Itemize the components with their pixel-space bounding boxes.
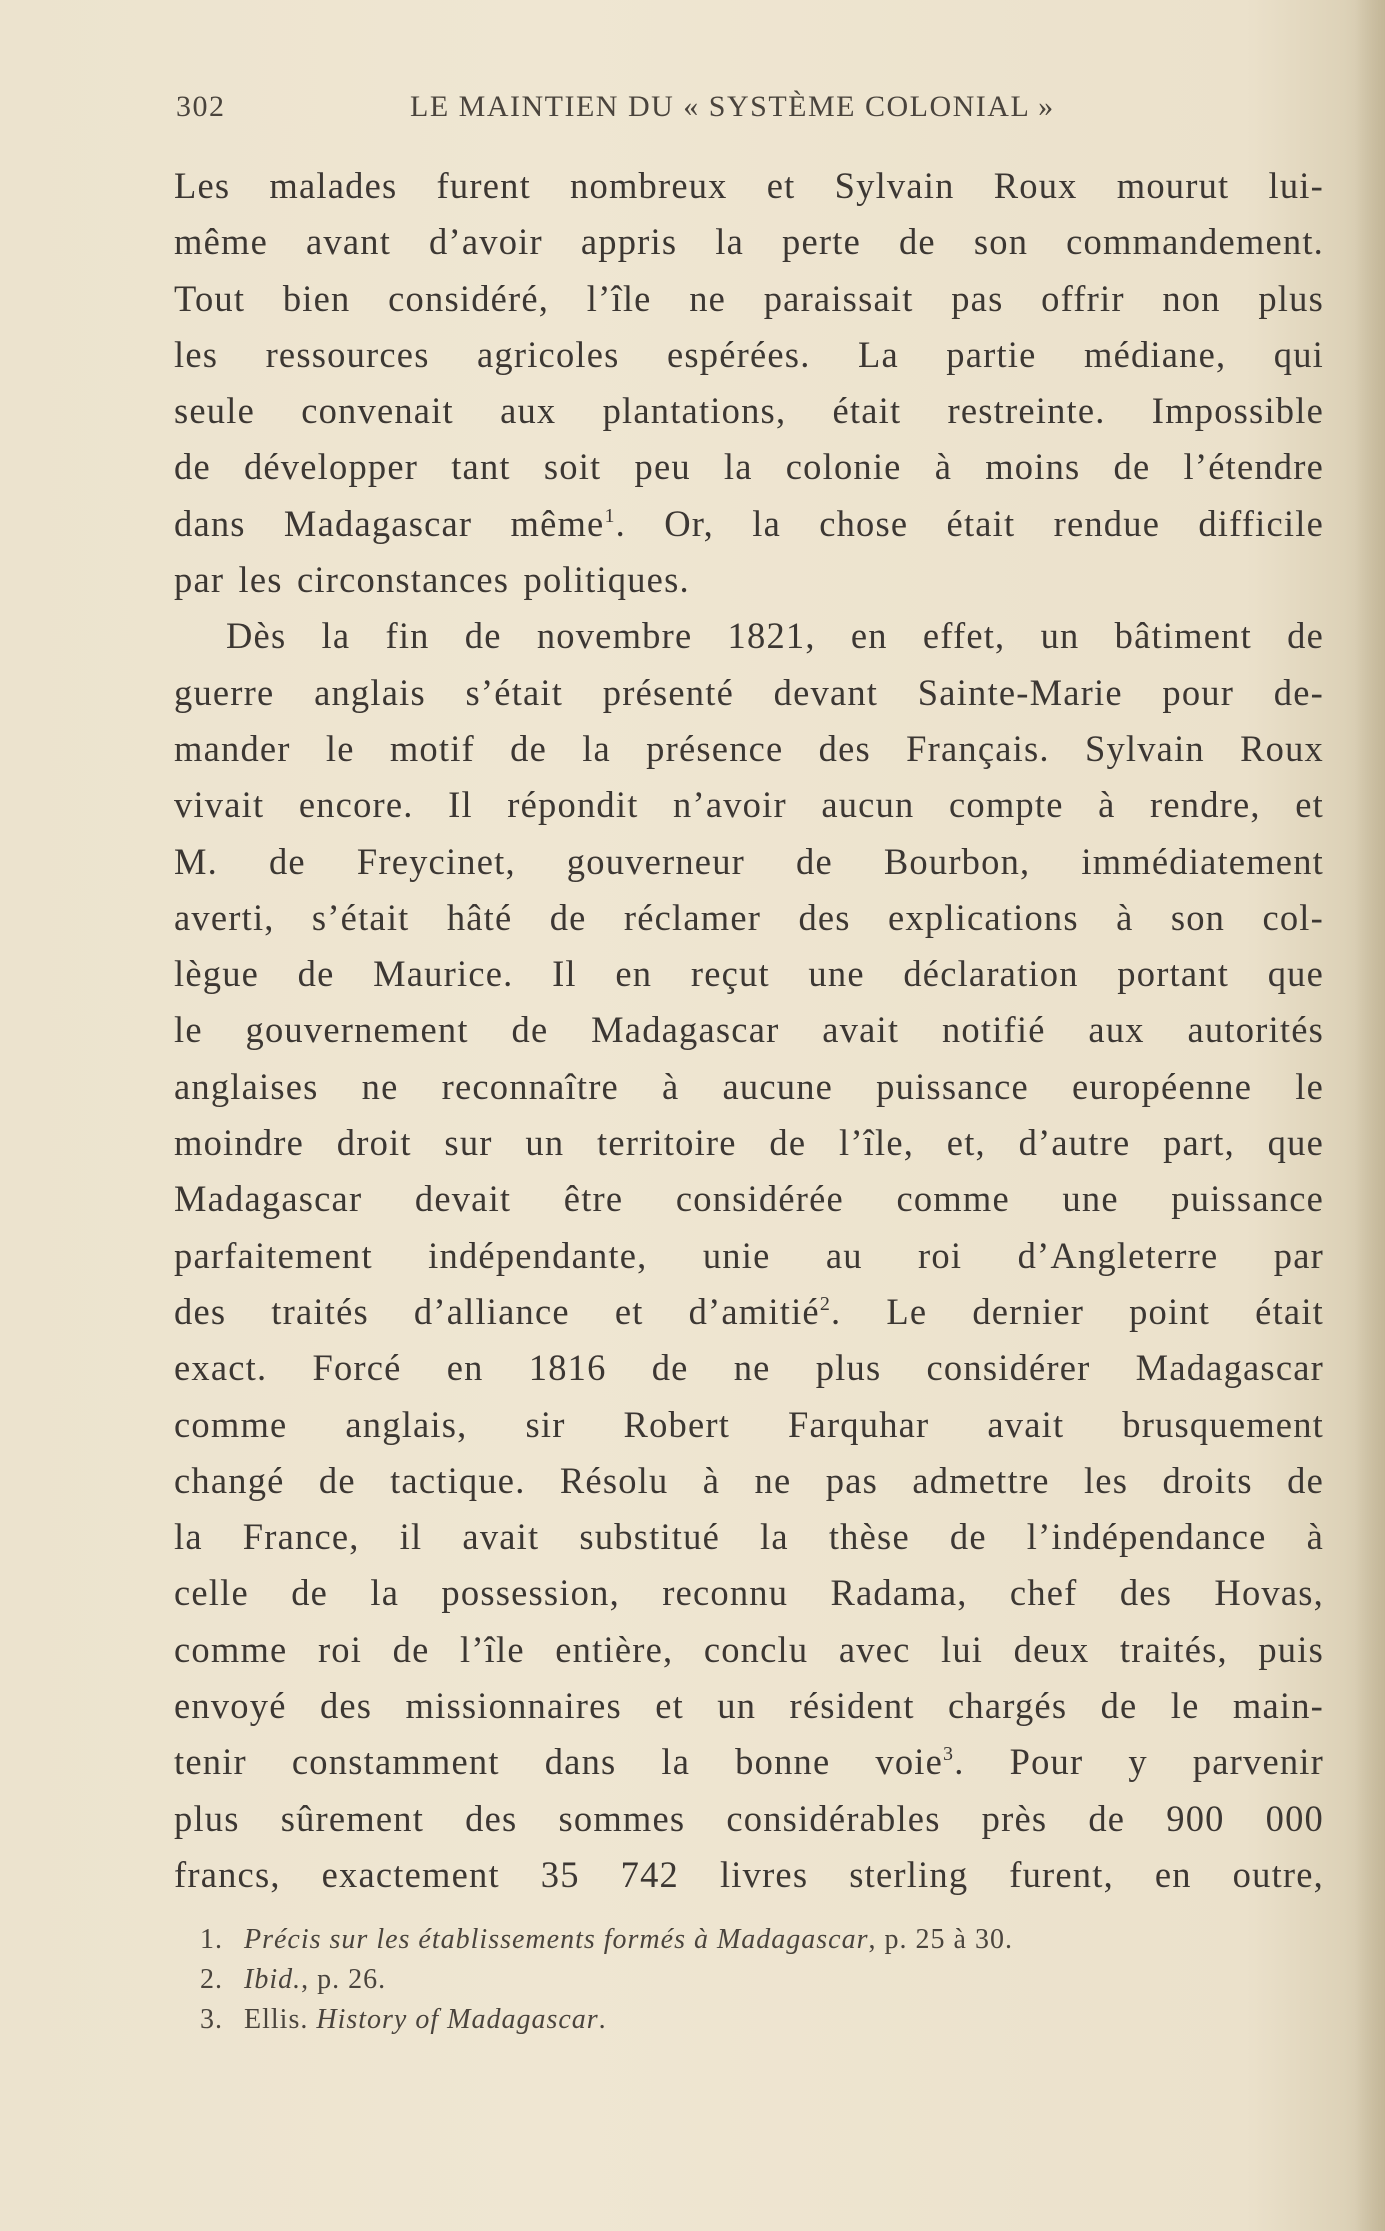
footnote-title: Précis sur les établissements formés à Madagascar xyxy=(244,1924,869,1955)
text-line: anglaises ne reconnaître à aucune puissance européenne le xyxy=(174,1065,1324,1107)
text-line: celle de la possession, reconnu Radama, chef des Hovas, xyxy=(174,1572,1324,1614)
footnote-1 xyxy=(200,1920,1200,1960)
page-edge-shadow xyxy=(1355,0,1385,2231)
text-line: comme anglais, sir Robert Farquhar avait brusquement xyxy=(174,1403,1324,1445)
text-line: plus sûrement des sommes considérables près de 900 000 xyxy=(174,1797,1324,1839)
text-fragment: . Or, la chose était rendue difficile xyxy=(615,502,1324,544)
text-line xyxy=(174,1734,1324,1790)
footnote-number: 3. xyxy=(200,2004,223,2035)
text-fragment: tenir constamment dans la bonne voie xyxy=(174,1741,944,1783)
text-line: Les malades furent nombreux et Sylvain Roux mourut lui- xyxy=(174,165,1324,206)
text-line: moindre droit sur un territoire de l’île, et, d’autre part, que xyxy=(174,1122,1324,1164)
footnote-ref: 2 xyxy=(819,1292,832,1315)
text-line: M. de Freycinet, gouverneur de Bourbon, immédiatement xyxy=(174,840,1324,882)
page-header xyxy=(176,90,1216,130)
text-line: le gouvernement de Madagascar avait notifié aux autorités xyxy=(174,1009,1324,1051)
text-line: lègue de Maurice. Il en reçut une déclaration portant que xyxy=(174,953,1324,995)
text-line: averti, s’était hâté de réclamer des explications à son col- xyxy=(174,896,1324,938)
text-line: la France, il avait substitué la thèse de l’indépendance à xyxy=(174,1516,1324,1558)
footnote-title: Ibid. xyxy=(244,1964,302,1995)
footnote-tail: . xyxy=(598,2004,607,2035)
text-line: de développer tant soit peu la colonie à moins de l’étendre xyxy=(174,446,1324,488)
text-line: changé de tactique. Résolu à ne pas admettre les droits de xyxy=(174,1459,1324,1501)
text-line: comme roi de l’île entière, conclu avec lui deux traités, puis xyxy=(174,1628,1324,1670)
footnote-ref: 1 xyxy=(604,504,616,527)
footnote-2 xyxy=(200,1960,1200,2000)
text-line xyxy=(174,1284,1324,1340)
text-line: vivait encore. Il répondit n’avoir aucun compte à rendre, et xyxy=(174,784,1324,826)
text-line: mander le motif de la présence des Français. Sylvain Roux xyxy=(174,727,1324,769)
text-line: francs, exactement 35 742 livres sterling furent, en outre, xyxy=(174,1853,1324,1895)
text-line: envoyé des missionnaires et un résident chargés de le main- xyxy=(174,1685,1324,1727)
footnotes xyxy=(200,1920,1200,2040)
body-text xyxy=(174,158,1324,1903)
text-fragment: . Pour y parvenir xyxy=(954,1741,1324,1783)
text-line: par les circonstances politiques. xyxy=(174,559,690,601)
footnote-number: 1. xyxy=(200,1924,223,1955)
footnote-lead: Ellis. xyxy=(244,2004,317,2035)
footnote-ref: 3 xyxy=(943,1743,955,1766)
footnote-tail: , p. 26. xyxy=(301,1964,387,1995)
page-number: 302 xyxy=(176,90,226,123)
text-line: parfaitement indépendante, unie au roi d’Angleterre par xyxy=(174,1234,1324,1276)
text-fragment: . Le dernier point était xyxy=(831,1290,1324,1332)
text-line: même avant d’avoir appris la perte de son commandement. xyxy=(174,221,1324,263)
text-line: exact. Forcé en 1816 de ne plus considérer Madagascar xyxy=(174,1347,1324,1389)
running-head: LE MAINTIEN DU « SYSTÈME COLONIAL » xyxy=(410,90,1055,123)
footnote-3 xyxy=(200,2000,1200,2040)
text-fragment: dans Madagascar même xyxy=(174,502,605,544)
footnote-number: 2. xyxy=(200,1964,223,1995)
text-line: Tout bien considéré, l’île ne paraissait pas offrir non plus xyxy=(174,277,1324,319)
footnote-tail: , p. 25 à 30. xyxy=(868,1924,1013,1955)
text-line: seule convenait aux plantations, était restreinte. Impossible xyxy=(174,390,1324,432)
text-line: guerre anglais s’était présenté devant Sainte-Marie pour de- xyxy=(174,671,1324,713)
footnote-title: History of Madagascar xyxy=(316,2004,599,2035)
text-line: Madagascar devait être considérée comme une puissance xyxy=(174,1178,1324,1220)
text-line: Dès la fin de novembre 1821, en effet, un bâtiment de xyxy=(226,615,1324,657)
text-line: les ressources agricoles espérées. La partie médiane, qui xyxy=(174,333,1324,375)
text-line xyxy=(174,496,1324,552)
text-fragment: des traités d’alliance et d’amitié xyxy=(174,1290,820,1332)
